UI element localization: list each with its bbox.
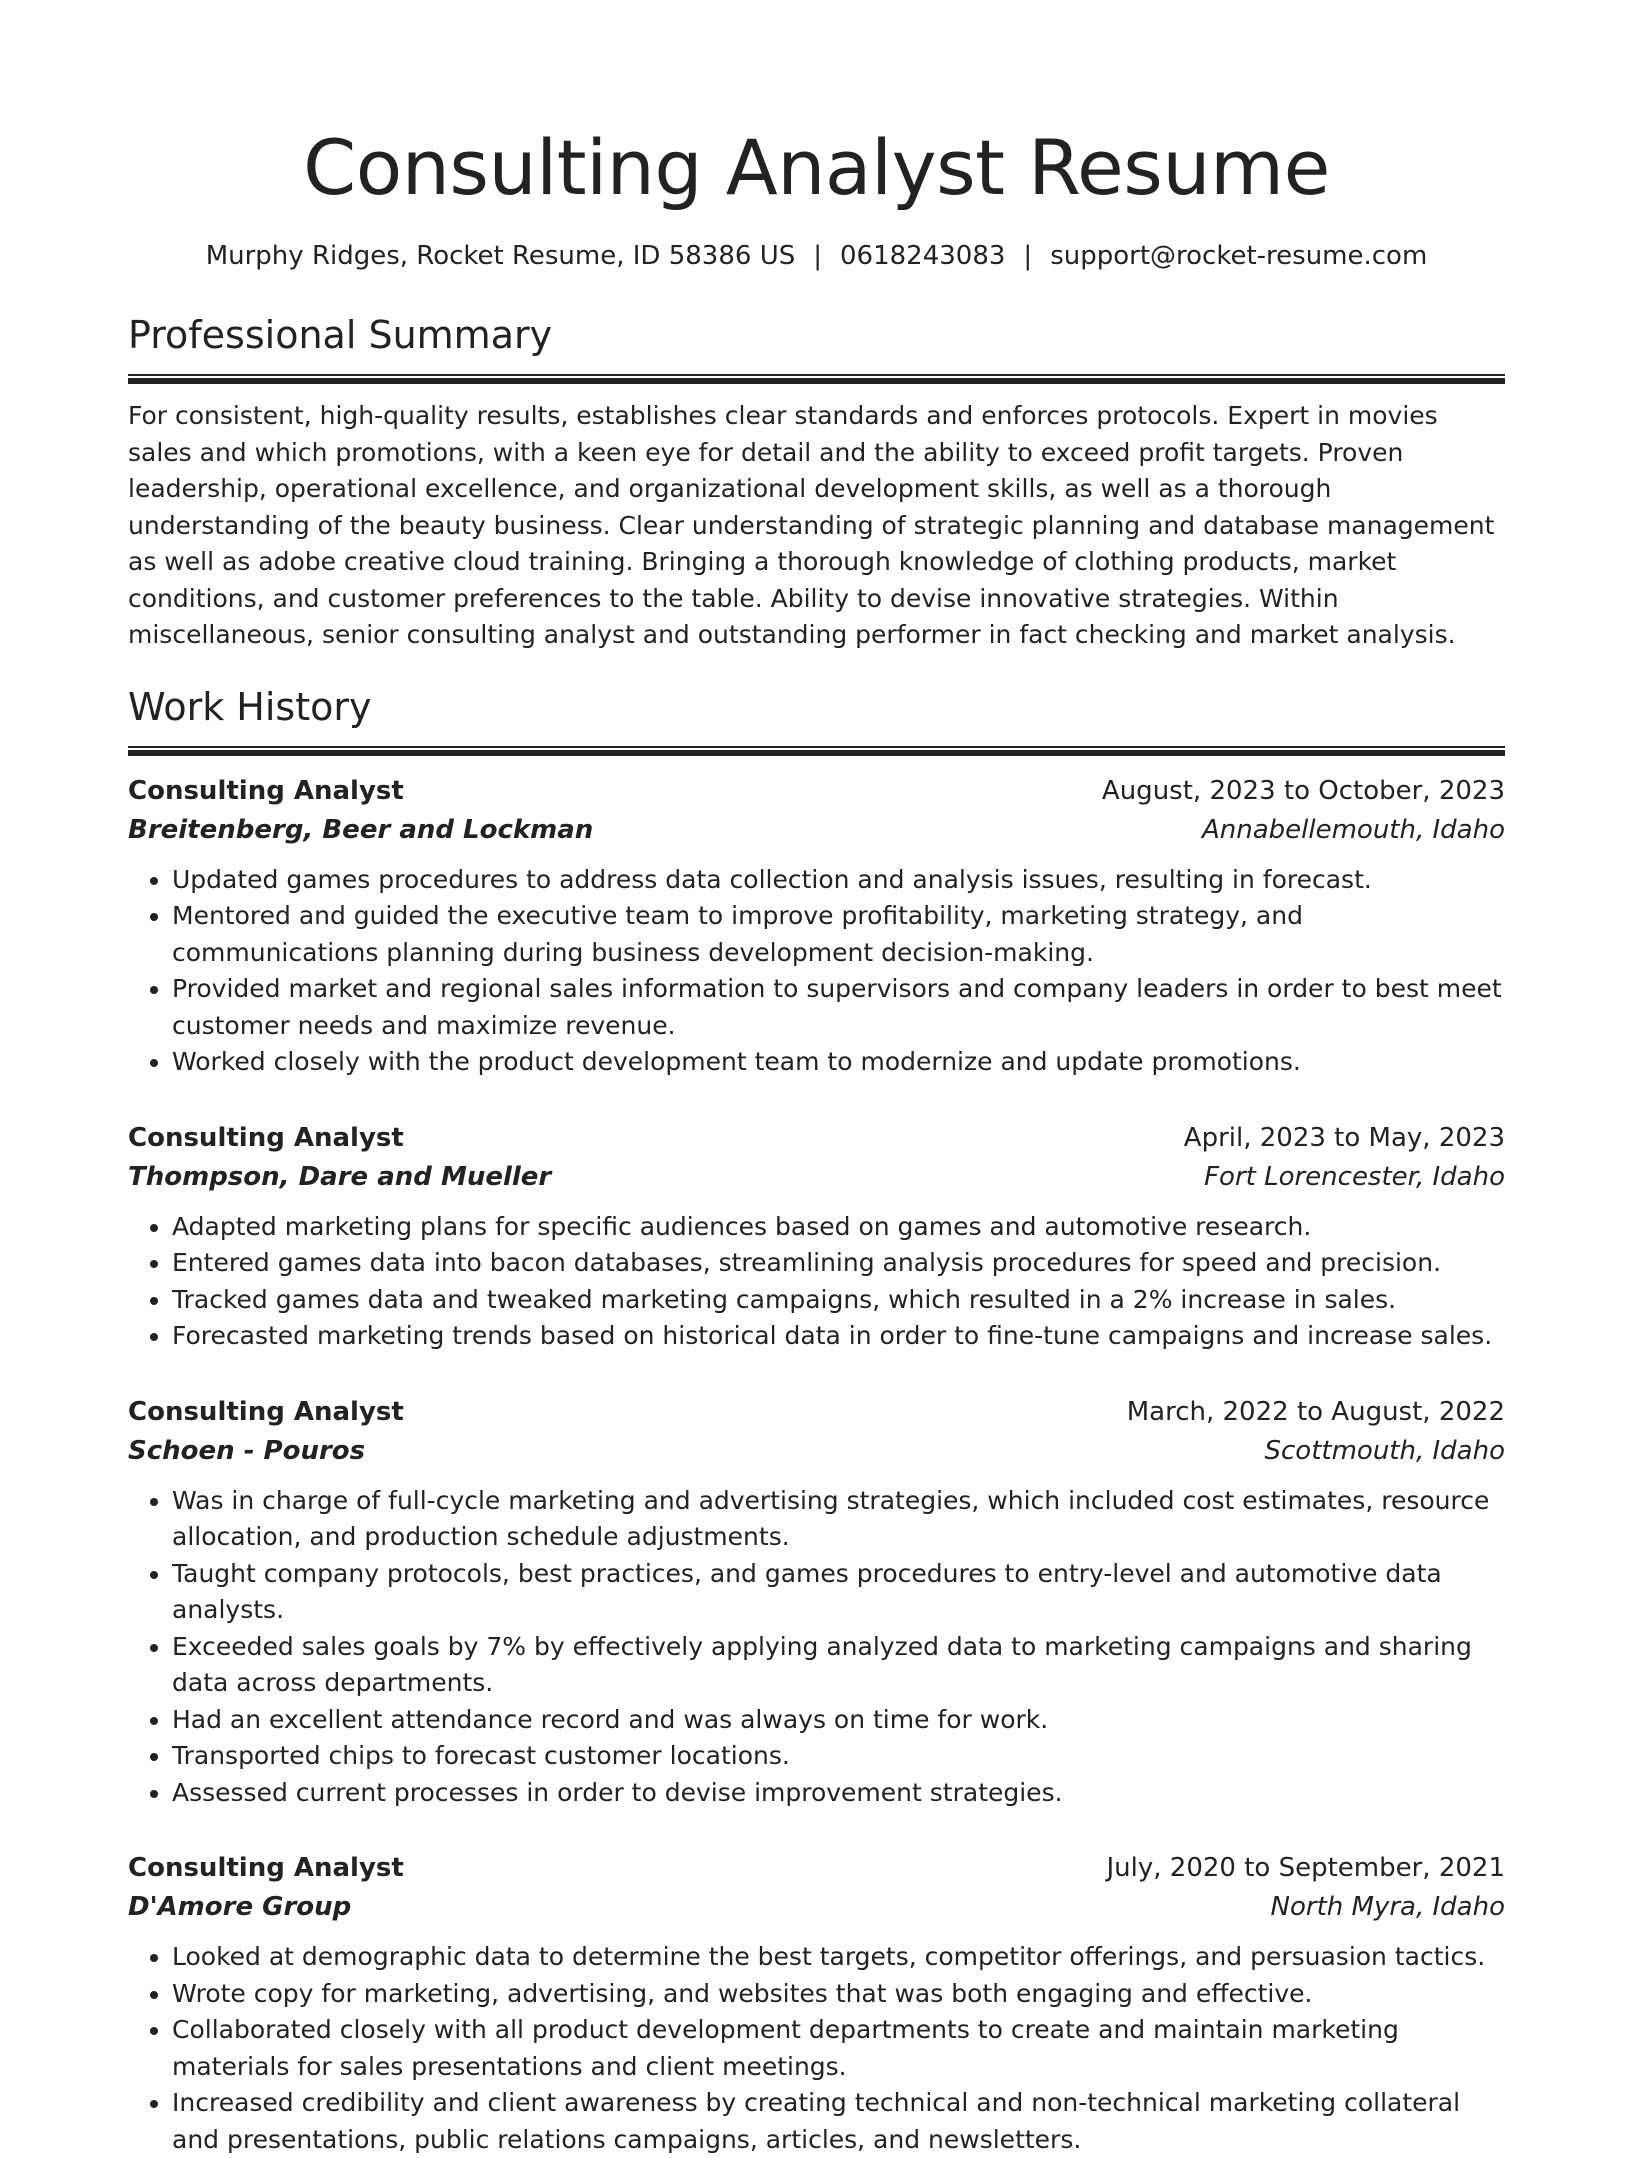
job-dates: July, 2020 to September, 2021 xyxy=(1107,1849,1506,1887)
job-company: D'Amore Group xyxy=(128,1887,351,1927)
job-bullet: • Worked closely with the product development team to modernize and update promotions. xyxy=(172,1044,1505,1081)
work-history-section xyxy=(128,682,1505,2158)
job-entry xyxy=(128,1119,1505,1355)
job-bullet-list xyxy=(128,1209,1505,1355)
job-company: Thompson, Dare and Mueller xyxy=(128,1157,551,1197)
job-bullet: • Looked at demographic data to determine the best targets, competitor offerings, and persuasion tactics. xyxy=(172,1939,1505,1976)
job-bullet: • Forecasted marketing trends based on historical data in order to fine-tune campaigns and increase sales. xyxy=(172,1318,1505,1355)
job-bullet: • Had an excellent attendance record and was always on time for work. xyxy=(172,1702,1505,1739)
job-header-row xyxy=(128,1393,1505,1431)
job-company: Breitenberg, Beer and Lockman xyxy=(128,810,593,850)
job-bullet-list xyxy=(128,862,1505,1081)
job-title: Consulting Analyst xyxy=(128,1393,404,1431)
contact-separator: | xyxy=(813,238,822,274)
contact-line xyxy=(128,238,1505,274)
job-title: Consulting Analyst xyxy=(128,772,404,810)
section-heading-work-history: Work History xyxy=(128,682,1505,732)
job-header-row xyxy=(128,772,1505,810)
contact-phone: 0618243083 xyxy=(840,241,1005,271)
job-header-row xyxy=(128,1849,1505,1887)
job-company-row xyxy=(128,810,1505,850)
job-location: North Myra, Idaho xyxy=(1271,1887,1505,1927)
job-location: Annabellemouth, Idaho xyxy=(1202,810,1505,850)
resume-title: Consulting Analyst Resume xyxy=(128,0,1505,218)
section-heading-summary: Professional Summary xyxy=(128,310,1505,360)
job-company-row xyxy=(128,1431,1505,1471)
job-company-row xyxy=(128,1157,1505,1197)
job-title: Consulting Analyst xyxy=(128,1119,404,1157)
job-header-row xyxy=(128,1119,1505,1157)
job-bullet: • Mentored and guided the executive team to improve profitability, marketing strategy, and communications planning during business development decision-making. xyxy=(172,898,1505,971)
job-bullet: • Tracked games data and tweaked marketing campaigns, which resulted in a 2% increase in sales. xyxy=(172,1282,1505,1319)
job-bullet-list xyxy=(128,1939,1505,2158)
professional-summary-section xyxy=(128,310,1505,654)
job-location: Fort Lorencester, Idaho xyxy=(1204,1157,1505,1197)
job-bullet: • Provided market and regional sales information to supervisors and company leaders in order to best meet customer needs and maximize revenue. xyxy=(172,971,1505,1044)
job-bullet: • Adapted marketing plans for specific audiences based on games and automotive research. xyxy=(172,1209,1505,1246)
section-divider xyxy=(128,374,1505,384)
job-title: Consulting Analyst xyxy=(128,1849,404,1887)
job-bullet: • Entered games data into bacon databases, streamlining analysis procedures for speed and precision. xyxy=(172,1245,1505,1282)
job-bullet: • Assessed current processes in order to devise improvement strategies. xyxy=(172,1775,1505,1812)
job-bullet: • Collaborated closely with all product development departments to create and maintain marketing materials for sales presentations and client meetings. xyxy=(172,2012,1505,2085)
contact-email: support@rocket-resume.com xyxy=(1050,241,1427,271)
section-divider xyxy=(128,746,1505,756)
job-entry xyxy=(128,1393,1505,1812)
contact-separator: | xyxy=(1023,238,1032,274)
job-bullet: • Wrote copy for marketing, advertising, and websites that was both engaging and effective. xyxy=(172,1976,1505,2013)
job-dates: August, 2023 to October, 2023 xyxy=(1102,772,1505,810)
job-company: Schoen - Pouros xyxy=(128,1431,365,1471)
job-entry xyxy=(128,772,1505,1081)
job-bullet: • Transported chips to forecast customer locations. xyxy=(172,1738,1505,1775)
job-dates: April, 2023 to May, 2023 xyxy=(1184,1119,1505,1157)
job-dates: March, 2022 to August, 2022 xyxy=(1127,1393,1505,1431)
job-bullet: • Was in charge of full-cycle marketing and advertising strategies, which included cost estimates, resource allocation, and production schedule adjustments. xyxy=(172,1483,1505,1556)
summary-text: For consistent, high-quality results, establishes clear standards and enforces protocols. Expert in movies sales and which promotions, with a keen eye for detail and the ability to exceed profit targets. Proven leadership, operational excellence, and organizational development skills, as well as a thorough understanding of the beauty business. Clear understanding of strategic planning and database management as well as adobe creative cloud training. Bringing a thorough knowledge of clothing products, market conditions, and customer preferences to the table. Ability to devise innovative strategies. Within miscellaneous, senior consulting analyst and outstanding performer in fact checking and market analysis. xyxy=(128,398,1505,654)
job-bullet: • Taught company protocols, best practices, and games procedures to entry-level and automotive data analysts. xyxy=(172,1556,1505,1629)
job-bullet-list xyxy=(128,1483,1505,1812)
contact-address: Murphy Ridges, Rocket Resume, ID 58386 US xyxy=(206,241,796,271)
job-location: Scottmouth, Idaho xyxy=(1265,1431,1506,1471)
job-company-row xyxy=(128,1887,1505,1927)
job-bullet: • Increased credibility and client awareness by creating technical and non-technical marketing collateral and presentations, public relations campaigns, articles, and newsletters. xyxy=(172,2085,1505,2158)
job-bullet: • Exceeded sales goals by 7% by effectively applying analyzed data to marketing campaigns and sharing data across departments. xyxy=(172,1629,1505,1702)
job-bullet: • Updated games procedures to address data collection and analysis issues, resulting in forecast. xyxy=(172,862,1505,899)
